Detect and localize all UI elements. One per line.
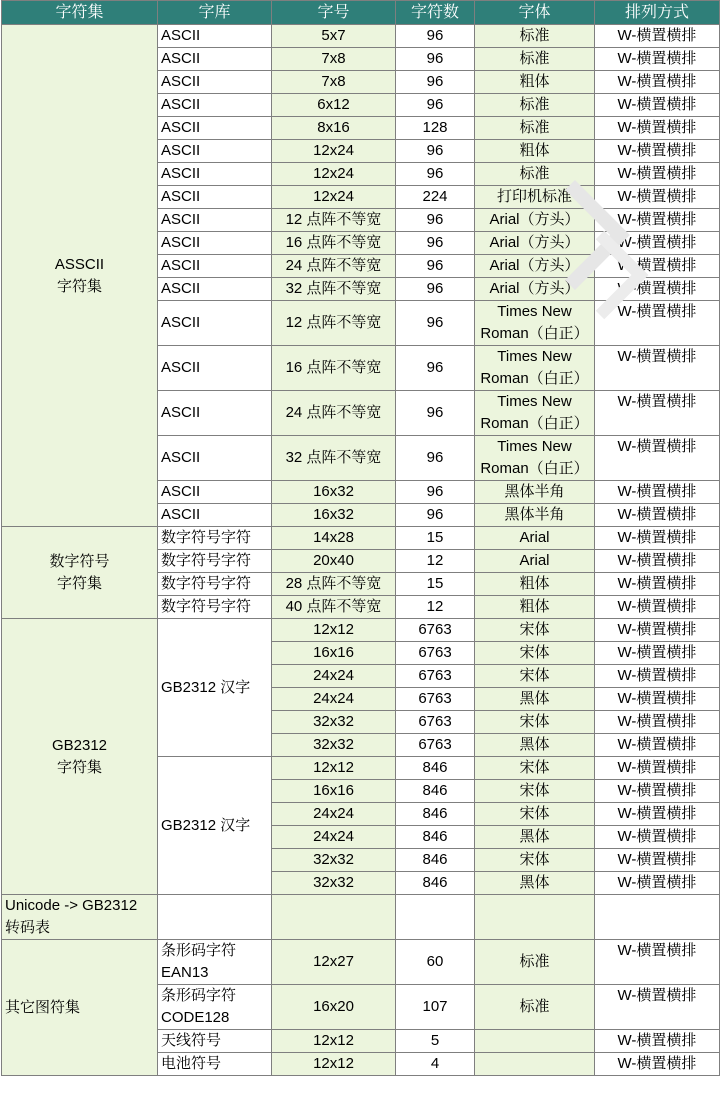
cell-font: 标准 (475, 94, 595, 117)
cell-size (272, 895, 396, 940)
cell-font (475, 895, 595, 940)
cell-layout: W-横置横排 (595, 71, 720, 94)
cell-layout: W-横置横排 (595, 688, 720, 711)
charset-other: 其它图符集 (2, 940, 158, 1076)
cell-size: 24x24 (272, 665, 396, 688)
cell-library: ASCII (158, 232, 272, 255)
cell-library: ASCII (158, 391, 272, 436)
cell-library: ASCII (158, 278, 272, 301)
cell-count: 15 (396, 573, 475, 596)
cell-library: ASCII (158, 301, 272, 346)
font-line2: Roman（白正） (480, 415, 589, 432)
cell-font: 粗体 (475, 71, 595, 94)
cell-count: 107 (396, 985, 475, 1030)
cell-size: 12 点阵不等宽 (272, 209, 396, 232)
cell-layout: W-横置横排 (595, 665, 720, 688)
charset-unicode (2, 895, 158, 940)
cell-library: ASCII (158, 163, 272, 186)
cell-library: ASCII (158, 346, 272, 391)
cell-count: 60 (396, 940, 475, 985)
cell-font: 黑体半角 (475, 481, 595, 504)
cell-count: 96 (396, 94, 475, 117)
table-row (2, 25, 720, 48)
header-font: 字体 (475, 1, 595, 25)
cell-count: 96 (396, 481, 475, 504)
cell-count: 96 (396, 278, 475, 301)
cell-font (475, 301, 595, 346)
charset-digits-line1: 数字符号 (49, 552, 110, 570)
cell-font: 宋体 (475, 780, 595, 803)
cell-layout: W-横置横排 (595, 940, 720, 985)
cell-font: 宋体 (475, 665, 595, 688)
cell-layout: W-横置横排 (595, 140, 720, 163)
cell-count: 6763 (396, 665, 475, 688)
cell-font: 粗体 (475, 596, 595, 619)
charset-ascii-line1: ASSCII (54, 255, 105, 273)
cell-library (158, 985, 272, 1030)
cell-count: 96 (396, 301, 475, 346)
cell-size: 24 点阵不等宽 (272, 391, 396, 436)
cell-library-gb2312-b: GB2312 汉字 (158, 757, 272, 895)
header-count: 字符数 (396, 1, 475, 25)
cell-font: 宋体 (475, 803, 595, 826)
cell-count: 6763 (396, 688, 475, 711)
cell-count: 96 (396, 255, 475, 278)
font-line1: Times New (497, 393, 572, 410)
cell-library: 数字符号字符 (158, 527, 272, 550)
library-line2: EAN13 (161, 964, 209, 981)
library-line2: CODE128 (161, 1009, 230, 1026)
cell-library: ASCII (158, 117, 272, 140)
header-size: 字号 (272, 1, 396, 25)
cell-layout: W-横置横排 (595, 255, 720, 278)
cell-font: 粗体 (475, 140, 595, 163)
cell-size: 12x27 (272, 940, 396, 985)
cell-layout: W-横置横排 (595, 163, 720, 186)
cell-size: 20x40 (272, 550, 396, 573)
header-row (2, 1, 720, 25)
cell-size: 12 点阵不等宽 (272, 301, 396, 346)
cell-library: ASCII (158, 481, 272, 504)
charset-ascii-line2: 字符集 (56, 277, 102, 295)
cell-count: 12 (396, 596, 475, 619)
cell-size: 12x24 (272, 163, 396, 186)
cell-font: 宋体 (475, 757, 595, 780)
cell-layout: W-横置横排 (595, 1030, 720, 1053)
cell-font: 标准 (475, 48, 595, 71)
cell-size: 32 点阵不等宽 (272, 436, 396, 481)
cell-layout: W-横置横排 (595, 481, 720, 504)
cell-size: 16x16 (272, 642, 396, 665)
charset-gb2312 (2, 619, 158, 895)
cell-layout: W-横置横排 (595, 94, 720, 117)
cell-size: 24x24 (272, 688, 396, 711)
cell-count: 12 (396, 550, 475, 573)
cell-count: 96 (396, 140, 475, 163)
charset-ascii (2, 25, 158, 527)
cell-font: Arial（方头） (475, 232, 595, 255)
cell-font: Arial（方头） (475, 209, 595, 232)
cell-layout: W-横置横排 (595, 436, 720, 481)
library-line1: 条形码字符 (161, 987, 237, 1004)
cell-size: 12x24 (272, 140, 396, 163)
table-row (2, 619, 720, 642)
cell-count: 846 (396, 803, 475, 826)
cell-size: 6x12 (272, 94, 396, 117)
cell-layout: W-横置横排 (595, 48, 720, 71)
cell-count: 96 (396, 25, 475, 48)
cell-layout: W-横置横排 (595, 642, 720, 665)
cell-font: Arial（方头） (475, 278, 595, 301)
cell-layout: W-横置横排 (595, 186, 720, 209)
cell-font: 宋体 (475, 619, 595, 642)
cell-font: 标准 (475, 25, 595, 48)
cell-font (475, 346, 595, 391)
cell-count: 6763 (396, 734, 475, 757)
cell-count: 96 (396, 71, 475, 94)
cell-layout: W-横置横排 (595, 596, 720, 619)
font-line1: Times New (497, 348, 572, 365)
cell-library: ASCII (158, 209, 272, 232)
cell-layout: W-横置横排 (595, 504, 720, 527)
cell-count: 96 (396, 48, 475, 71)
cell-layout: W-横置横排 (595, 711, 720, 734)
cell-size: 16x20 (272, 985, 396, 1030)
font-library-table (1, 0, 720, 1076)
cell-size: 12x12 (272, 1030, 396, 1053)
cell-library: ASCII (158, 94, 272, 117)
cell-layout: W-横置横排 (595, 550, 720, 573)
charset-digits-line2: 字符集 (56, 574, 102, 592)
cell-layout (595, 895, 720, 940)
cell-library: 电池符号 (158, 1053, 272, 1076)
cell-size: 16 点阵不等宽 (272, 232, 396, 255)
cell-font: 黑体 (475, 734, 595, 757)
cell-count: 6763 (396, 711, 475, 734)
cell-font: Arial（方头） (475, 255, 595, 278)
cell-library: 天线符号 (158, 1030, 272, 1053)
cell-size: 7x8 (272, 71, 396, 94)
cell-size: 24 点阵不等宽 (272, 255, 396, 278)
cell-layout: W-横置横排 (595, 872, 720, 895)
cell-size: 24x24 (272, 803, 396, 826)
cell-size: 7x8 (272, 48, 396, 71)
cell-layout: W-横置横排 (595, 849, 720, 872)
cell-layout: W-横置横排 (595, 803, 720, 826)
cell-size: 32x32 (272, 734, 396, 757)
font-line1: Times New (497, 438, 572, 455)
cell-count: 224 (396, 186, 475, 209)
cell-font: 打印机标准 (475, 186, 595, 209)
cell-library: ASCII (158, 186, 272, 209)
cell-library: 数字符号字符 (158, 573, 272, 596)
font-line2: Roman（白正） (480, 325, 589, 342)
cell-layout: W-横置横排 (595, 278, 720, 301)
cell-size: 40 点阵不等宽 (272, 596, 396, 619)
cell-font: 标准 (475, 940, 595, 985)
cell-size: 32 点阵不等宽 (272, 278, 396, 301)
cell-count: 846 (396, 780, 475, 803)
cell-size: 16x16 (272, 780, 396, 803)
cell-font: 黑体 (475, 872, 595, 895)
cell-font: 宋体 (475, 642, 595, 665)
cell-layout: W-横置横排 (595, 780, 720, 803)
cell-library: ASCII (158, 71, 272, 94)
cell-library: ASCII (158, 504, 272, 527)
charset-unicode-line2: 转码表 (5, 919, 51, 936)
cell-count: 846 (396, 757, 475, 780)
cell-font: 标准 (475, 985, 595, 1030)
table-row (2, 895, 720, 940)
cell-library: 数字符号字符 (158, 596, 272, 619)
cell-count: 6763 (396, 619, 475, 642)
cell-count: 846 (396, 826, 475, 849)
cell-count: 96 (396, 163, 475, 186)
cell-library: 数字符号字符 (158, 550, 272, 573)
cell-layout: W-横置横排 (595, 391, 720, 436)
cell-size: 24x24 (272, 826, 396, 849)
cell-count: 96 (396, 346, 475, 391)
cell-count: 96 (396, 209, 475, 232)
cell-font: 标准 (475, 117, 595, 140)
cell-library: ASCII (158, 255, 272, 278)
header-charset: 字符集 (2, 1, 158, 25)
cell-library-gb2312-a: GB2312 汉字 (158, 619, 272, 757)
cell-font: 标准 (475, 163, 595, 186)
cell-layout: W-横置横排 (595, 209, 720, 232)
cell-count: 15 (396, 527, 475, 550)
cell-count: 96 (396, 436, 475, 481)
header-library: 字库 (158, 1, 272, 25)
cell-size: 16x32 (272, 481, 396, 504)
cell-layout: W-横置横排 (595, 573, 720, 596)
table-row (2, 527, 720, 550)
table-row (2, 940, 720, 985)
cell-size: 5x7 (272, 25, 396, 48)
cell-library: ASCII (158, 436, 272, 481)
cell-layout: W-横置横排 (595, 25, 720, 48)
cell-size: 32x32 (272, 849, 396, 872)
header-layout: 排列方式 (595, 1, 720, 25)
cell-font: Arial (475, 550, 595, 573)
cell-layout: W-横置横排 (595, 985, 720, 1030)
cell-size: 12x24 (272, 186, 396, 209)
cell-font: 宋体 (475, 849, 595, 872)
cell-font: 宋体 (475, 711, 595, 734)
charset-gb2312-line1: GB2312 (51, 736, 108, 754)
cell-layout: W-横置横排 (595, 301, 720, 346)
cell-size: 14x28 (272, 527, 396, 550)
cell-font: 粗体 (475, 573, 595, 596)
cell-size: 28 点阵不等宽 (272, 573, 396, 596)
charset-unicode-line1: Unicode -> GB2312 (5, 897, 138, 914)
cell-layout: W-横置横排 (595, 527, 720, 550)
cell-layout: W-横置横排 (595, 619, 720, 642)
cell-layout: W-横置横排 (595, 117, 720, 140)
cell-count: 5 (396, 1030, 475, 1053)
cell-count (396, 895, 475, 940)
cell-count: 96 (396, 391, 475, 436)
cell-font (475, 1053, 595, 1076)
cell-library (158, 895, 272, 940)
cell-size: 12x12 (272, 757, 396, 780)
cell-size: 16x32 (272, 504, 396, 527)
cell-size: 16 点阵不等宽 (272, 346, 396, 391)
cell-size: 12x12 (272, 619, 396, 642)
cell-layout: W-横置横排 (595, 734, 720, 757)
cell-font: 黑体 (475, 688, 595, 711)
cell-layout: W-横置横排 (595, 346, 720, 391)
cell-count: 846 (396, 872, 475, 895)
font-line2: Roman（白正） (480, 370, 589, 387)
cell-count: 128 (396, 117, 475, 140)
font-line2: Roman（白正） (480, 460, 589, 477)
cell-library: ASCII (158, 48, 272, 71)
cell-count: 4 (396, 1053, 475, 1076)
cell-font: 黑体半角 (475, 504, 595, 527)
cell-size: 32x32 (272, 872, 396, 895)
cell-count: 96 (396, 232, 475, 255)
cell-layout: W-横置横排 (595, 826, 720, 849)
library-line1: 条形码字符 (161, 942, 237, 959)
cell-library (158, 940, 272, 985)
cell-layout: W-横置横排 (595, 1053, 720, 1076)
cell-count: 96 (396, 504, 475, 527)
cell-count: 6763 (396, 642, 475, 665)
cell-font: Arial (475, 527, 595, 550)
font-line1: Times New (497, 303, 572, 320)
cell-layout: W-横置横排 (595, 757, 720, 780)
cell-font (475, 391, 595, 436)
cell-font: 黑体 (475, 826, 595, 849)
cell-font (475, 436, 595, 481)
cell-layout: W-横置横排 (595, 232, 720, 255)
cell-size: 8x16 (272, 117, 396, 140)
charset-digits (2, 527, 158, 619)
charset-gb2312-line2: 字符集 (56, 758, 102, 776)
cell-size: 12x12 (272, 1053, 396, 1076)
cell-font (475, 1030, 595, 1053)
cell-library: ASCII (158, 25, 272, 48)
cell-size: 32x32 (272, 711, 396, 734)
cell-count: 846 (396, 849, 475, 872)
cell-library: ASCII (158, 140, 272, 163)
